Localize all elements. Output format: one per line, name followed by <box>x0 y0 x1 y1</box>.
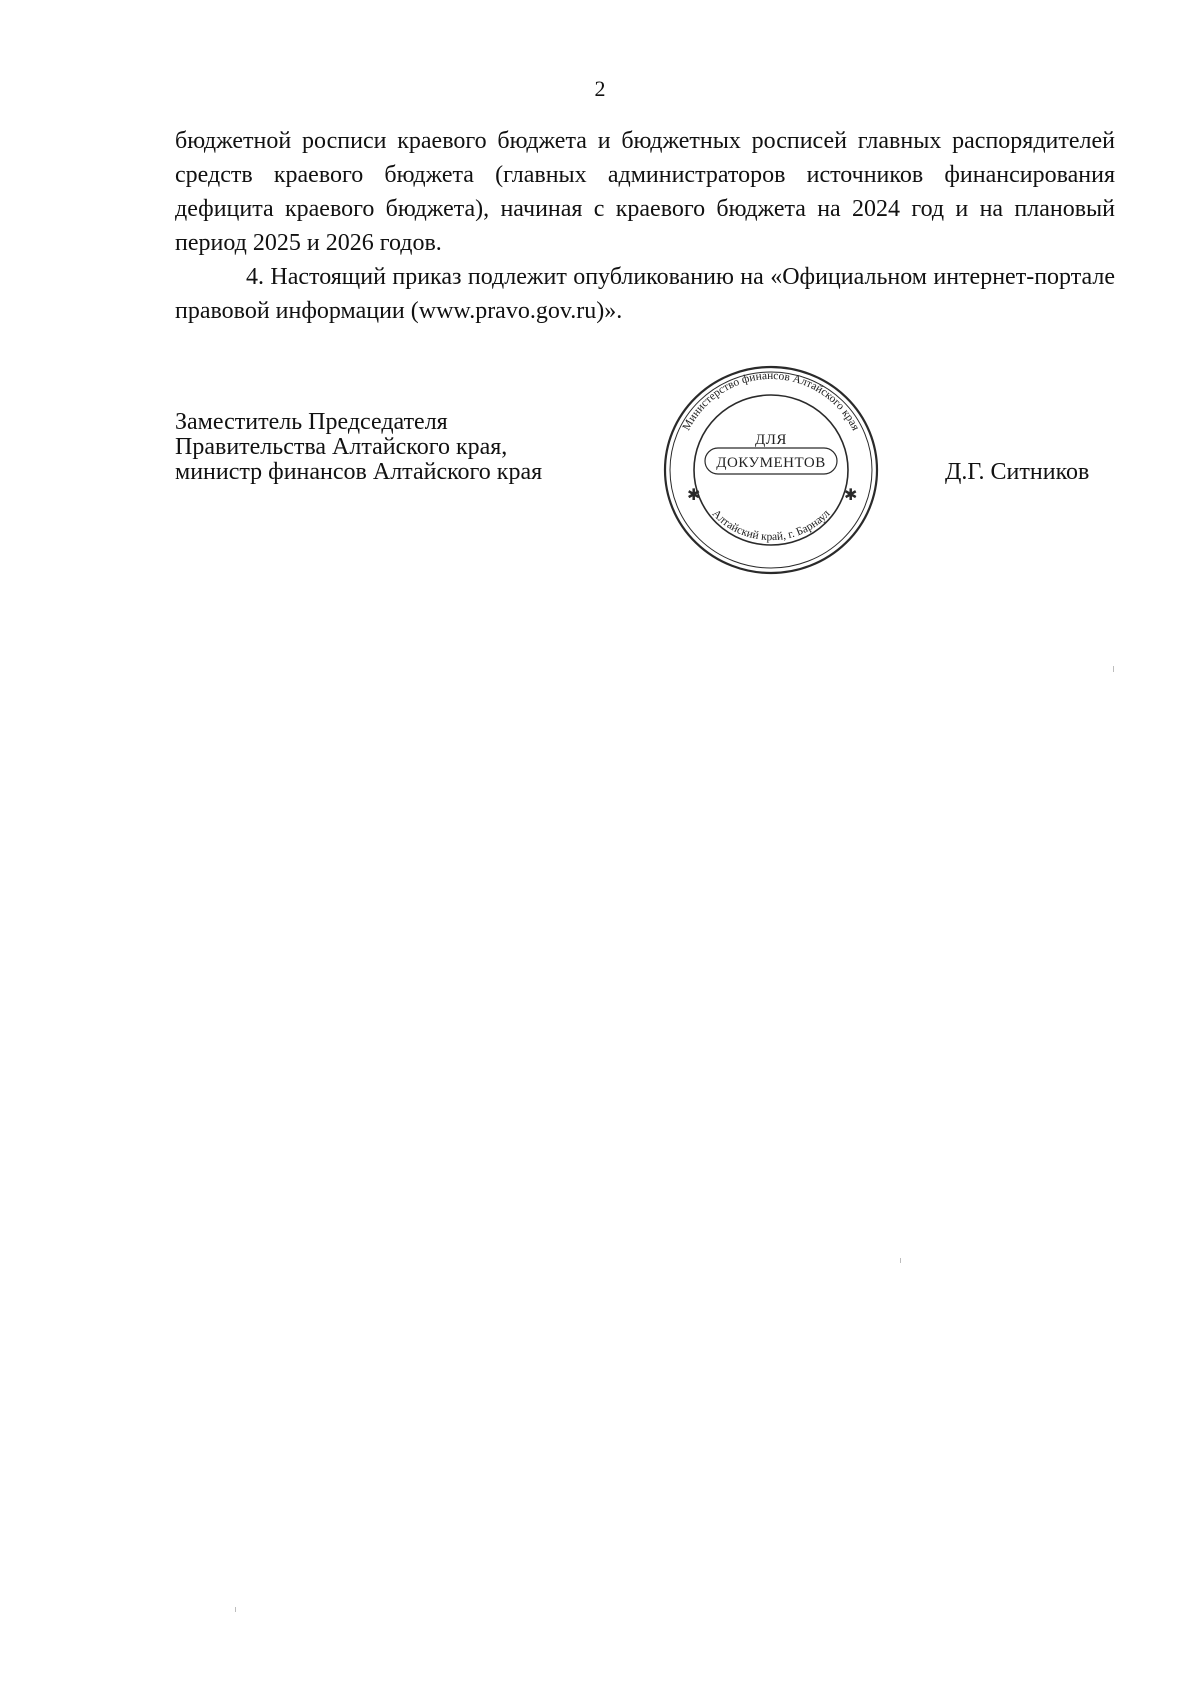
seal-outer-text-bottom: Алтайский край, г. Барнаул <box>709 507 833 544</box>
official-seal-stamp <box>656 360 886 580</box>
scan-speck <box>900 1258 901 1263</box>
paragraph-item-4: 4. Настоящий приказ подлежит опубликованию на «Официальном интернет-портале правовой информации (www.pravo.gov.ru)». <box>175 264 1115 324</box>
signature-title-line-3: министр финансов Алтайского края <box>175 459 543 485</box>
page-number: 2 <box>594 76 606 101</box>
seal-graphic <box>656 360 886 580</box>
scan-speck <box>1113 666 1114 672</box>
seal-center-line-1: ДЛЯ <box>755 432 787 448</box>
signature-title-block <box>175 410 542 485</box>
signature-title-line-1: Заместитель Председателя <box>175 409 448 435</box>
document-body <box>175 124 1115 328</box>
signature-title-line-2: Правительства Алтайского края, <box>175 434 508 460</box>
paragraph-continuation: бюджетной росписи краевого бюджета и бюджетных росписей главных распорядителей средств краевого бюджета (главных администраторов источников финансирования дефицита краевого бюджета), начиная с краевого бюджета на 2024 год и на плановый период 2025 и 2026 годов. <box>175 128 1115 256</box>
seal-star-icon: ✱ <box>687 485 701 504</box>
seal-center-line-2: ДОКУМЕНТОВ <box>716 455 826 471</box>
scan-speck <box>235 1607 236 1612</box>
signer-name: Д.Г. Ситников <box>945 459 1090 485</box>
seal-star-icon: ✱ <box>844 485 858 504</box>
seal-outer-text-top: Министерство финансов Алтайского края <box>680 369 862 433</box>
